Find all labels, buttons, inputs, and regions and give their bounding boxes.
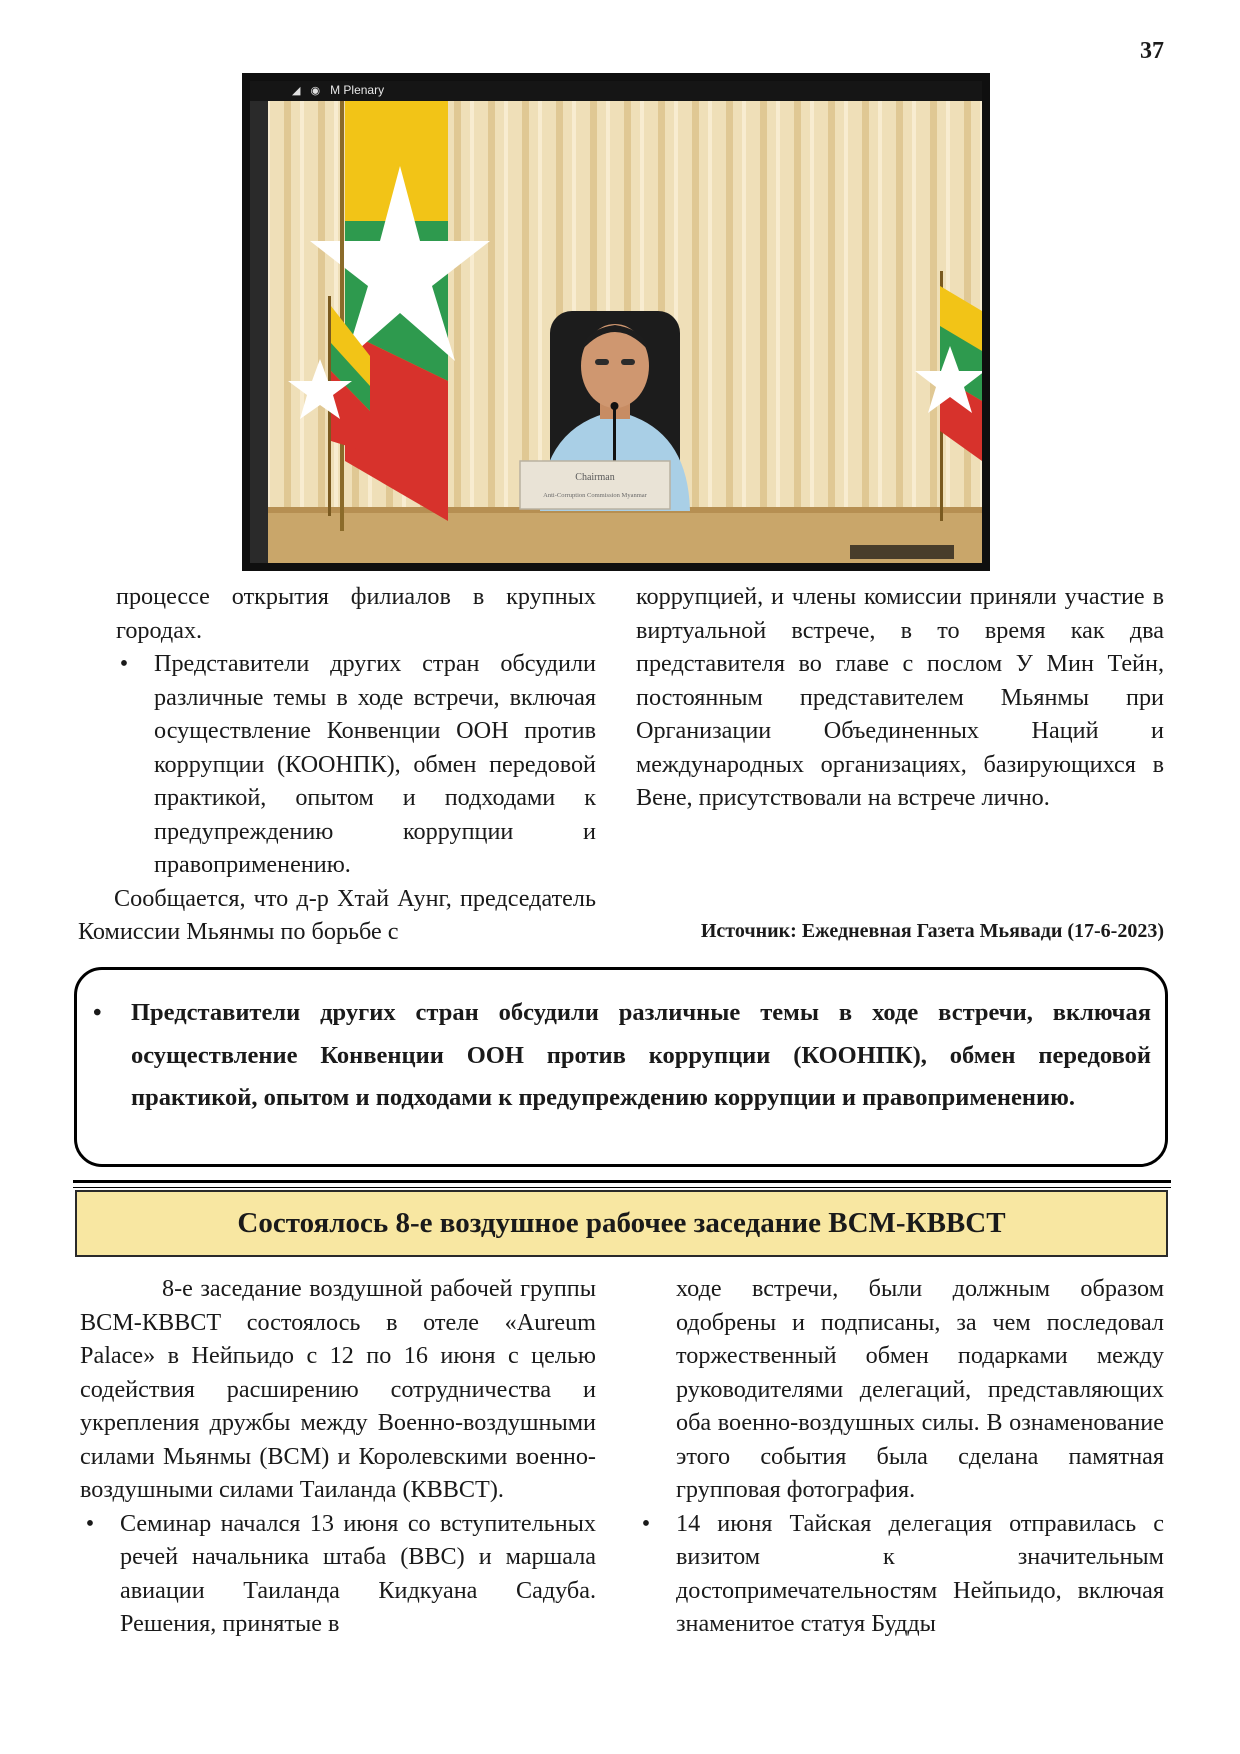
nameplate-line1: Chairman xyxy=(575,472,615,483)
bullet-icon: • xyxy=(93,999,102,1026)
bottom-right-column xyxy=(636,1272,1164,1641)
right-paragraph: коррупцией, и члены комиссии приняли участие в виртуальной встрече, в то время как два представителя во главе с послом У Мин Тейн, постоянным представителем Мьянмы при Организации Объединенных Наций и международных организациях, базирующихся в Вене, присутствовали на встрече лично. xyxy=(636,583,1164,811)
list-item xyxy=(78,647,596,882)
overlay-title: M Plenary xyxy=(330,83,385,97)
photo-scene xyxy=(250,81,982,563)
top-right-column xyxy=(636,580,1164,815)
list-item xyxy=(636,1507,1164,1641)
highlight-text: Представители других стран обсудили различные темы в ходе встречи, включая осуществление Конвенции ООН против коррупции (КООНПК), обмен передовой практикой, опытом и подходами к предупреждению коррупции и правоприменению. xyxy=(131,999,1151,1111)
bullet-text: Представители других стран обсудили различные темы в ходе встречи, включая осуществление Конвенции ООН против коррупции (КООНПК), обмен передовой практикой, опытом и подходами к предупреждению коррупции и правоприменению. xyxy=(154,650,596,878)
closing-paragraph: Сообщается, что д-р Хтай Аунг, председатель Комиссии Мьянмы по борьбе с xyxy=(78,884,596,945)
bullet-icon: • xyxy=(85,1509,95,1537)
bullet-list xyxy=(636,1507,1164,1641)
bottom-left-column xyxy=(80,1272,596,1641)
highlight-box xyxy=(74,967,1168,1167)
eye-icon: ◉ xyxy=(310,84,321,97)
top-left-column xyxy=(78,580,596,949)
video-controls xyxy=(850,545,954,559)
video-overlay-bar xyxy=(292,83,384,97)
bullet-list xyxy=(78,647,596,882)
page-number: 37 xyxy=(1140,38,1164,64)
nameplate xyxy=(520,461,670,509)
bullet-text: Семинар начался 13 июня со вступительных речей начальника штаба (ВВС) и маршала авиации Таиланда Кидкуана Садуба. Решения, принятые в xyxy=(120,1509,596,1637)
nameplate-line2: Anti-Corruption Commission Myanmar xyxy=(543,492,647,499)
source-citation: Источник: Ежедневная Газета Мьявади (17-6-2023) xyxy=(700,920,1164,942)
section-title: Состоялось 8-е воздушное рабочее заседание ВСМ-КВВСТ xyxy=(75,1190,1168,1257)
bullet-icon: • xyxy=(641,1509,651,1537)
bullet-text: 14 июня Тайская делегация отправилась с визитом к значительным достопримечательностям Нейпьидо, включая знаменитое статуя Будды xyxy=(676,1509,1164,1637)
bullet-icon: • xyxy=(119,650,129,677)
highlight-item xyxy=(93,992,1151,1120)
continuation-text: процессе открытия филиалов в крупных городах. xyxy=(116,583,596,644)
signal-icon: ◢ xyxy=(292,84,301,97)
intro-paragraph: 8-е заседание воздушной рабочей группы ВСМ-КВВСТ состоялось в отеле «Aureum Palace» в Нейпьидо с 12 по 16 июня с целью содействия расширению сотрудничества и укрепления дружбы между Военно-воздушными силами Мьянмы (ВСМ) и Королевскими военно-воздушными силами Таиланда (КВВСТ). xyxy=(80,1275,596,1503)
list-item xyxy=(80,1507,596,1641)
section-divider xyxy=(73,1180,1171,1188)
bullet-list xyxy=(80,1507,596,1641)
continuation-text: ходе встречи, были должным образом одобрены и подписаны, за чем последовал торжественный обмен подарками между руководителями делегаций, представляющих оба военно-воздушных силы. В ознаменование этого события была сделана памятная групповая фотография. xyxy=(676,1275,1164,1503)
meeting-photo xyxy=(242,73,990,571)
